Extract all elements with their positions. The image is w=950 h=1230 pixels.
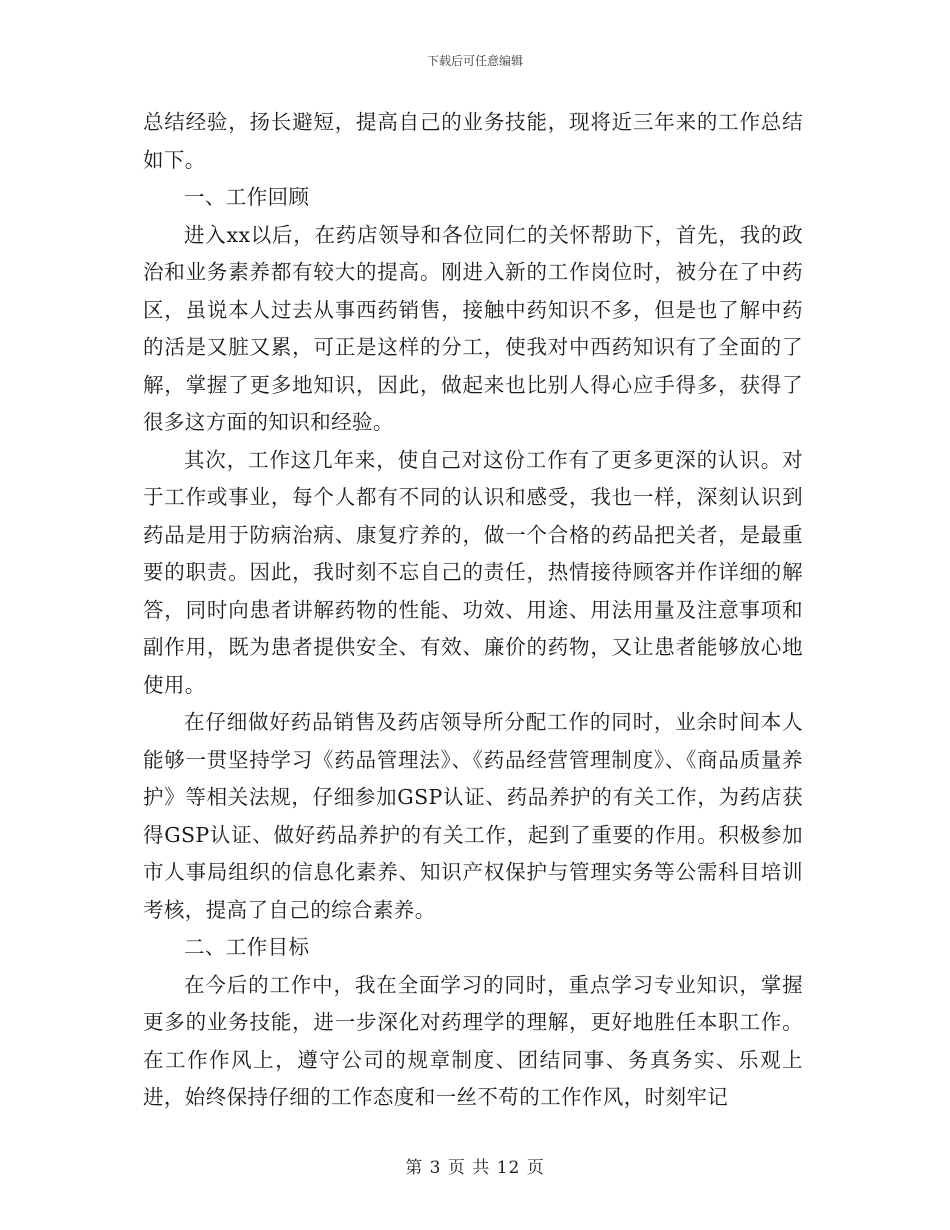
page-header: 下载后可任意编辑 (426, 54, 523, 68)
paragraph: 进入xx以后，在药店领导和各位同仁的关怀帮助下，首先，我的政治和业务素养都有较大的提高。刚进入新的工作岗位时，被分在了中药区，虽说本人过去从事西药销售，接触中药知识不多，但是也了解中药的活是又脏又累，可正是这样的分工，使我对中西药知识有了全面的了解，掌握了更多地知识，因此，做起来也比别人得心应手得多，获得了很多这方面的知识和经验。 (143, 222, 803, 434)
section-heading-review: 一、工作回顾 (184, 185, 310, 209)
paragraph: 在今后的工作中，我在全面学习的同时，重点学习专业知识，掌握更多的业务技能，进一步深化对药理学的理解，更好地胜任本职工作。在工作作风上，遵守公司的规章制度、团结同事、务真务实、乐观上进，始终保持仔细的工作态度和一丝不苟的工作作风，时刻牢记 (143, 972, 803, 1109)
paragraph: 其次，工作这几年来，使自己对这份工作有了更多更深的认识。对于工作或事业，每个人都有不同的认识和感受，我也一样，深刻认识到药品是用于防病治病、康复疗养的，做一个合格的药品把关者，是最重要的职责。因此，我时刻不忘自己的责任，热情接待顾客并作详细的解答，同时向患者讲解药物的性能、功效、用途、用法用量及注意事项和副作用，既为患者提供安全、有效、廉价的药物，又让患者能够放心地使用。 (143, 447, 803, 697)
section-heading-goals: 二、工作目标 (184, 935, 310, 959)
page-number: 第 3 页 共 12 页 (405, 1158, 545, 1178)
paragraph-continuation: 总结经验，扬长避短，提高自己的业务技能，现将近三年来的工作总结如下。 (143, 110, 803, 172)
paragraph: 在仔细做好药品销售及药店领导所分配工作的同时，业余时间本人能够一贯坚持学习《药品管理法》、《药品经营管理制度》、《商品质量养护》等相关法规，仔细参加GSP认证、药品养护的有关工作，为药店获得GSP认证、做好药品养护的有关工作，起到了重要的作用。积极参加市人事局组织的信息化素养、知识产权保护与管理实务等公需科目培训考核，提高了自己的综合素养。 (143, 710, 803, 922)
document-body (143, 104, 803, 1117)
